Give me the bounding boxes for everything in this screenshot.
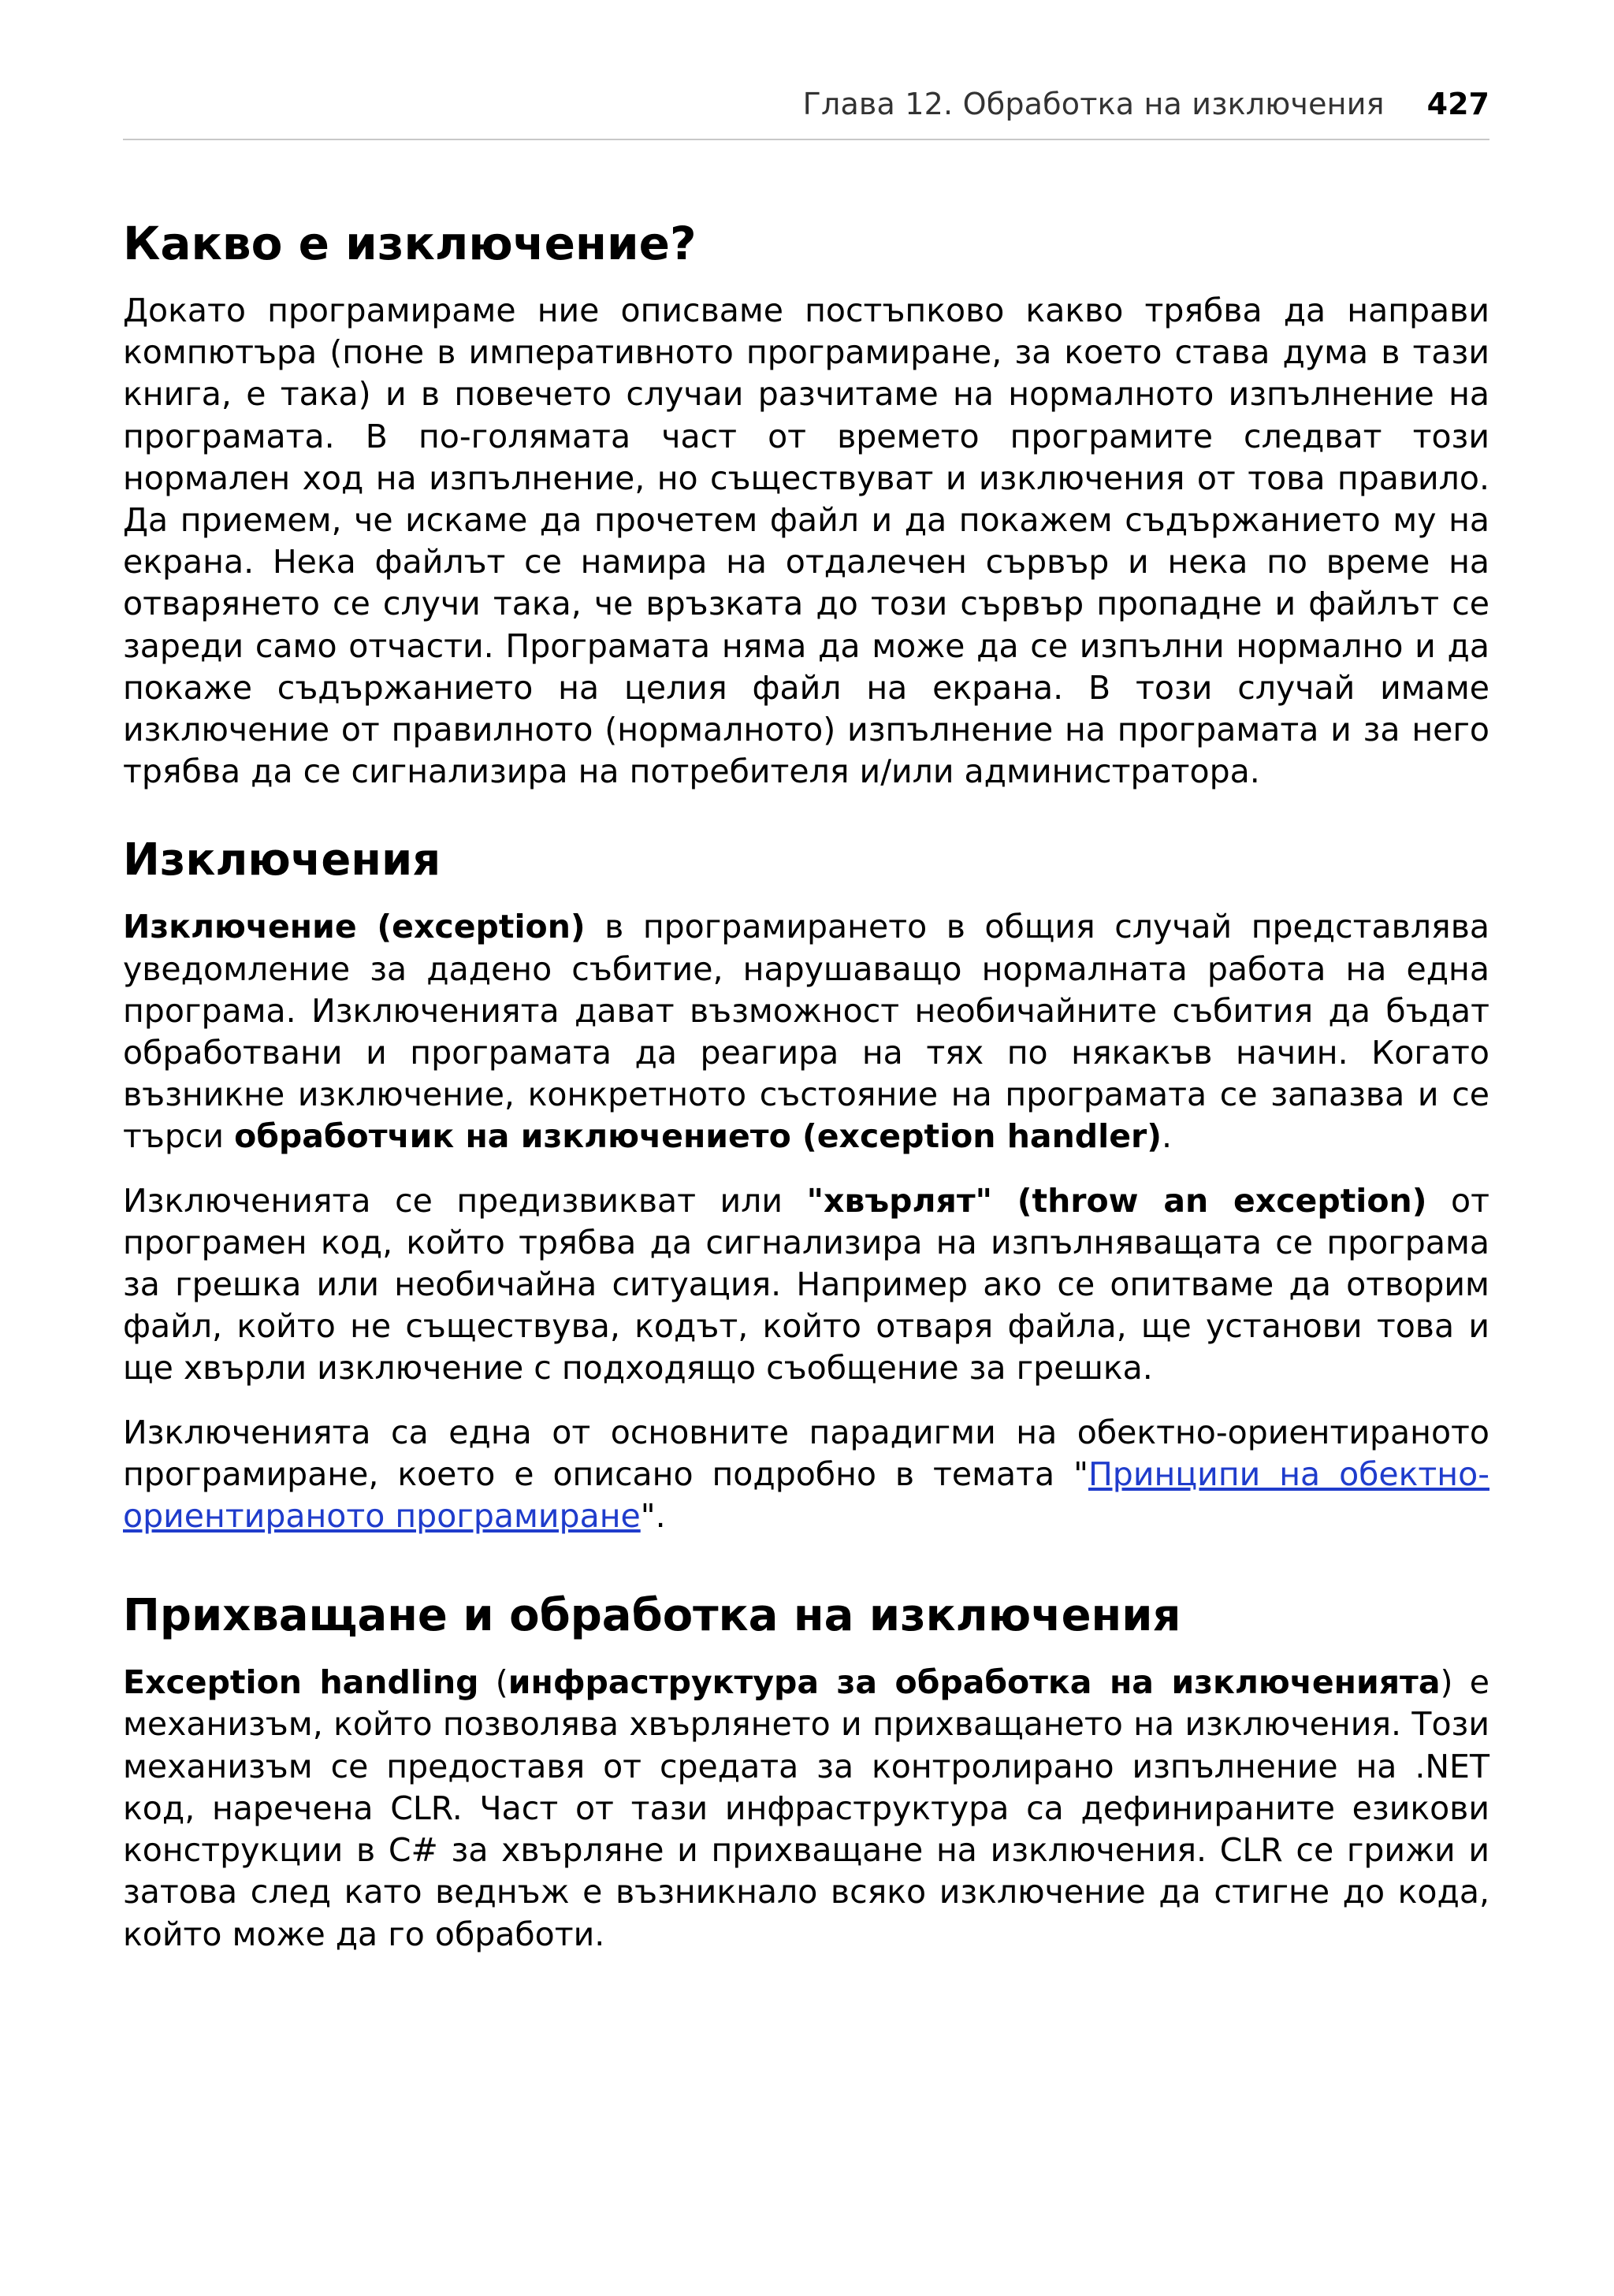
section-heading-catching-exceptions: Прихващане и обработка на изключения [123, 1590, 1181, 1642]
section-heading-what-is-exception: Какво е изключение? [123, 217, 697, 270]
bold-term: Exception handling [123, 1663, 479, 1702]
paragraph: Изключенията се предизвикват или "хвърлят" (throw an exception) от програмен код, който трябва да сигнализира на изпълняващата се програма за грешка или необичайна ситуация. Например ако се опитваме да отворим файл, който не съществува, кодът, който отваря файла, ще установи това и ще хвърли изключение с подходящо съобщение за грешка. [123, 1181, 1489, 1388]
header-divider [123, 139, 1489, 140]
running-header [803, 84, 1489, 124]
paragraph: Изключенията са една от основните парадигми на обектно-ориентираното програмиране, което е описано подробно в темата "Принципи на обектно-ориентираното програмиране". [123, 1413, 1489, 1536]
paragraph: Exception handling (инфраструктура за обработка на изключенията) е механизъм, който позволява хвърлянето и прихващането на изключения. Този механизъм се предоставя от средата за контролирано изпълнение на .NET код, наречена CLR. Част от тази инфраструктура са дефинираните езикови конструкции в C# за хвърляне и прихващане на изключения. CLR се грижи и затова след като веднъж е възникнало всяко изключение да стигне до кода, който може да го обработи. [123, 1663, 1490, 1953]
page-content [123, 210, 1489, 1956]
bold-term: обработчик на изключението (exception handler) [234, 1117, 1162, 1156]
oop-principles-link[interactable]: Принципи на обектно-ориентираното програмиране [123, 1455, 1489, 1536]
bold-term: Изключение (exception) [123, 908, 586, 946]
page-number: 427 [1426, 87, 1489, 121]
paragraph: Изключение (exception) в програмирането в общия случай представлява уведомление за дадено събитие, нарушаващо нормалната работа на една програма. Изключенията дават възможност необичайните събития да бъдат обработвани и програмата да реагира на тях по някакъв начин. Когато възникне изключение, конкретното състояние на програмата се запазва и се търси обработчик на изключението (exception handler). [123, 908, 1489, 1156]
paragraph: Докато програмираме ние описваме постъпково какво трябва да направи компютъра (поне в императивното програмиране, за което става дума в тази книга, е така) и в повечето случаи разчитаме на нормалното изпълнение на програмата. В по-голямата част от времето програмите следват този нормален ход на изпълнение, но съществуват и изключения от това правило. Да приемем, че искаме да прочетем файл и да покажем съдържанието му на екрана. Нека файлът се намира на отдалечен сървър и нека по време на отварянето се случи така, че връзката до този сървър пропадне и файлът се зареди само отчасти. Програмата няма да може да се изпълни нормално и да покаже съдържанието на целия файл на екрана. В този случай имаме изключение от правилното (нормалното) изпълнение на програмата и за него трябва да се сигнализира на потребителя и/или администратора. [123, 292, 1489, 791]
bold-term: инфраструктура за обработка на изключенията [508, 1663, 1441, 1702]
bold-term: "хвърлят" (throw an exception) [806, 1181, 1427, 1220]
chapter-title: Глава 12. Обработка на изключения [802, 87, 1385, 121]
section-heading-exceptions: Изключения [123, 834, 441, 886]
